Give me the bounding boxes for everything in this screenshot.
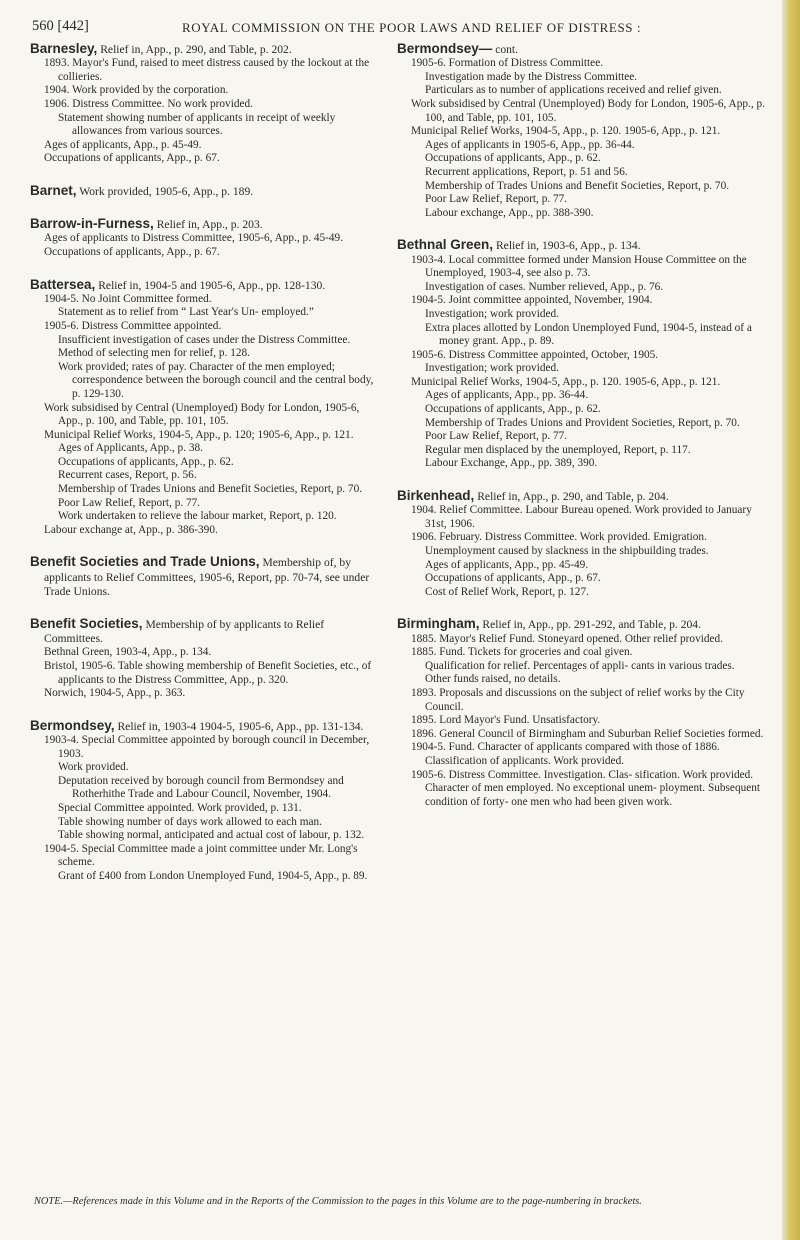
entry-heading	[397, 42, 767, 57]
index-entry	[397, 238, 767, 471]
entry-line: Ages of applicants to Distress Committee, 1905-6, App., p. 45-49.	[44, 232, 344, 245]
entry-line: 1904-5. No Joint Committee formed.	[44, 292, 212, 305]
entry-line: Bristol, 1905-6. Table showing membership of Benefit Societies, etc., of applicants to the Distress Committee, App., p. 320.	[44, 660, 372, 686]
entry-line: Ages of applicants, App., pp. 36-44.	[425, 389, 589, 402]
entry-head-text: Relief in, 1903-4 1904-5, 1905-6, App., pp. 131-134.	[117, 719, 364, 733]
entry-headword: Bermondsey—	[397, 41, 493, 56]
entry-line: Table showing normal, anticipated and actual cost of labour, p. 132.	[58, 829, 365, 842]
entry-line: Norwich, 1904-5, App., p. 363.	[44, 687, 186, 700]
index-entry	[30, 617, 375, 701]
entry-line: Occupations of applicants, App., p. 67.	[425, 572, 601, 585]
entry-line: Work subsidised by Central (Unemployed) Body for London, 1905-6, App., p. 100, and Table, pp. 101, 105.	[44, 401, 360, 428]
entry-line: Occupations of applicants, App., p. 62.	[58, 455, 234, 468]
entry-line: 1906. Distress Committee. No work provided.	[44, 97, 253, 110]
entry-line: Recurrent applications, Report, p. 51 and 56.	[425, 165, 628, 178]
entry-line: Occupations of applicants, App., p. 67.	[44, 152, 220, 165]
entry-line: Poor Law Relief, Report, p. 77.	[425, 430, 568, 443]
entry-line: 1905-6. Distress Committee. Investigation. Clas- sification. Work provided. Character of men employed. No exceptional unem- ployment. Subsequent condition of forty- one men who had been given work.	[411, 768, 761, 808]
entry-heading	[30, 555, 375, 599]
entry-line: Investigation of cases. Number relieved, App., p. 76.	[425, 280, 664, 293]
entry-line: Particulars as to number of applications received and relief given.	[425, 84, 722, 97]
entry-headword: Bethnal Green,	[397, 237, 494, 253]
entry-line: Occupations of applicants, App., p. 62.	[425, 152, 601, 165]
entry-line: Work undertaken to relieve the labour market, Report, p. 120.	[58, 510, 337, 523]
index-entry	[30, 217, 375, 259]
page-number: 560 [442]	[32, 18, 89, 34]
entry-line: Investigation made by the Distress Committee.	[425, 70, 638, 83]
entry-line: Statement as to relief from “ Last Year's Un- employed.”	[58, 306, 314, 319]
entry-headword: Birmingham,	[397, 616, 480, 632]
entry-line: Membership of Trades Unions and Provident Societies, Report, p. 70.	[425, 416, 740, 429]
index-entry	[30, 719, 375, 884]
entry-line: 1905-6. Distress Committee appointed, October, 1905.	[411, 348, 659, 361]
entry-line: 1895. Lord Mayor's Fund. Unsatisfactory.	[411, 714, 601, 727]
entry-line: Ages of Applicants, App., p. 38.	[58, 442, 203, 455]
entry-line: 1893. Proposals and discussions on the subject of relief works by the City Council.	[411, 686, 745, 713]
index-entry	[397, 489, 767, 599]
entry-line: Membership of Trades Unions and Benefit Societies, Report, p. 70.	[58, 483, 363, 496]
entry-heading	[30, 278, 375, 293]
entry-head-text: Relief in, App., pp. 291-292, and Table, p. 204.	[482, 618, 702, 632]
entry-line: Ages of applicants, App., pp. 45-49.	[425, 558, 589, 571]
entry-line: 1885. Fund. Tickets for groceries and coal given.	[411, 646, 633, 659]
entry-line: Work provided; rates of pay. Character of the men employed; correspondence between the borough council and the central body, p. 129-130.	[58, 360, 374, 400]
index-entry	[30, 184, 375, 199]
entry-headword: Barnesley,	[30, 41, 98, 56]
entry-headword: Battersea,	[30, 276, 96, 292]
entry-line: Qualification for relief. Percentages of appli- cants in various trades.	[425, 659, 735, 672]
entry-line: Work provided.	[58, 761, 129, 774]
entry-heading	[397, 489, 767, 504]
entry-line: Membership of Trades Unions and Benefit Societies, Report, p. 70.	[425, 179, 730, 192]
index-entry	[397, 42, 767, 220]
entry-head-text: Relief in, App., p. 290, and Table, p. 202.	[100, 43, 292, 56]
entry-line: Municipal Relief Works, 1904-5, App., p. 120. 1905-6, App., p. 121.	[411, 125, 721, 138]
entry-line: Investigation; work provided.	[425, 362, 559, 375]
entry-line: Deputation received by borough council from Bermondsey and Rotherhithe Trade and Labour Council, November, 1904.	[58, 774, 344, 801]
entry-line: Method of selecting men for relief, p. 128.	[58, 347, 250, 360]
entry-line: Poor Law Relief, Report, p. 77.	[425, 193, 568, 206]
entry-line: Grant of £400 from London Unemployed Fund, 1904-5, App., p. 89.	[58, 869, 368, 882]
entry-heading	[30, 42, 375, 57]
entry-line: 1893. Mayor's Fund, raised to meet distress caused by the lockout at the collieries.	[44, 57, 370, 83]
entry-line: 1904-5. Fund. Character of applicants compared with those of 1886. Classification of applicants. Work provided.	[411, 741, 720, 767]
entry-head-text: Work provided, 1905-6, App., p. 189.	[79, 184, 254, 198]
entry-head-text: Relief in, App., p. 203.	[156, 218, 263, 232]
page-edge	[782, 0, 800, 1240]
entry-heading	[397, 238, 767, 253]
entry-headword: Benefit Societies and Trade Unions,	[30, 554, 260, 570]
entry-headword: Benefit Societies,	[30, 616, 143, 632]
entry-line: 1903-4. Special Committee appointed by borough council in December, 1903.	[44, 734, 370, 760]
entry-line: Poor Law Relief, Report, p. 77.	[58, 496, 201, 509]
entry-line: Recurrent cases, Report, p. 56.	[58, 469, 197, 482]
entry-line: Statement showing number of applicants in receipt of weekly allowances from various sources.	[58, 111, 336, 138]
left-column	[30, 42, 375, 902]
entry-line: Extra places allotted by London Unemployed Fund, 1904-5, instead of a money grant. App., p. 89.	[425, 321, 752, 348]
entry-headword: Barnet,	[30, 182, 77, 198]
index-entry	[30, 278, 375, 538]
entry-line: Labour exchange at, App., p. 386-390.	[44, 523, 218, 536]
entry-line: Labour exchange, App., pp. 388-390.	[425, 206, 594, 219]
entry-headword: Birkenhead,	[397, 488, 475, 504]
entry-line: Occupations of applicants, App., p. 62.	[425, 403, 601, 416]
index-entry	[397, 617, 767, 809]
entry-line: Bethnal Green, 1903-4, App., p. 134.	[44, 646, 212, 659]
entry-line: 1905-6. Formation of Distress Committee.	[411, 57, 604, 70]
entry-line: Work subsidised by Central (Unemployed) Body for London, 1905-6, App., p. 100, and Table, pp. 101, 105.	[411, 97, 765, 124]
entry-head-text: Relief in, 1903-6, App., p. 134.	[495, 239, 641, 253]
running-header	[32, 12, 772, 42]
entry-line: Insufficient investigation of cases under the Distress Committee.	[58, 333, 351, 346]
entry-line: 1906. February. Distress Committee. Work provided. Emigration. Unemployment caused by slackness in the shipbuilding trades.	[411, 531, 709, 558]
entry-line: 1896. General Council of Birmingham and Suburban Relief Societies formed.	[411, 727, 764, 740]
right-column	[397, 42, 767, 827]
entry-heading	[30, 184, 375, 199]
entry-head-text: cont.	[495, 43, 519, 56]
entry-line: Cost of Relief Work, Report, p. 127.	[425, 585, 589, 598]
entry-line: 1885. Mayor's Relief Fund. Stoneyard opened. Other relief provided.	[411, 632, 723, 645]
entry-line: 1904-5. Joint committee appointed, November, 1904.	[411, 294, 653, 307]
entry-head-text: Relief in, 1904-5 and 1905-6, App., pp. 128-130.	[98, 278, 326, 292]
entry-line: Other funds raised, no details.	[425, 673, 561, 686]
index-entry	[30, 555, 375, 599]
entry-line: Table showing number of days work allowed to each man.	[58, 815, 322, 828]
entry-line: Labour Exchange, App., pp. 389, 390.	[425, 457, 598, 470]
entry-heading	[30, 617, 375, 646]
entry-line: Municipal Relief Works, 1904-5, App., p. 120. 1905-6, App., p. 121.	[411, 375, 721, 388]
entry-line: Special Committee appointed. Work provided, p. 131.	[58, 802, 302, 814]
entry-headword: Barrow-in-Furness,	[30, 216, 154, 232]
entry-head-text: Relief in, App., p. 290, and Table, p. 204.	[477, 490, 669, 504]
entry-line: Ages of applicants in 1905-6, App., pp. 36-44.	[425, 138, 635, 151]
entry-line: Investigation; work provided.	[425, 307, 559, 320]
entry-line: Occupations of applicants, App., p. 67.	[44, 245, 220, 258]
entry-head-text: Membership of, by applicants to Relief Committees, 1905-6, Report, pp. 70-74, see under Trade Unions.	[44, 556, 370, 598]
entry-line: Ages of applicants, App., p. 45-49.	[44, 138, 202, 151]
entry-heading	[30, 719, 375, 734]
entry-line: 1905-6. Distress Committee appointed.	[44, 319, 222, 332]
entry-line: 1903-4. Local committee formed under Mansion House Committee on the Unemployed, 1903-4, see also p. 73.	[411, 253, 747, 280]
entry-line: Regular men displaced by the unemployed, Report, p. 117.	[425, 443, 691, 456]
footnote: NOTE.—References made in this Volume and in the Reports of the Commission to the pages in this Volume are to the page-numbering in brackets.	[34, 1196, 642, 1207]
running-title: ROYAL COMMISSION ON THE POOR LAWS AND RELIEF OF DISTRESS :	[182, 20, 642, 35]
entry-head-text: Membership of by applicants to Relief Committees.	[44, 618, 325, 646]
entry-heading	[30, 217, 375, 232]
entry-line: 1904. Relief Committee. Labour Bureau opened. Work provided to January 31st, 1906.	[411, 504, 752, 530]
entry-line: 1904-5. Special Committee made a joint committee under Mr. Long's scheme.	[44, 842, 358, 869]
entry-headword: Bermondsey,	[30, 717, 115, 733]
entry-heading	[397, 617, 767, 632]
index-entry	[30, 42, 375, 166]
entry-line: Municipal Relief Works, 1904-5, App., p. 120; 1905-6, App., p. 121.	[44, 428, 354, 441]
entry-line: 1904. Work provided by the corporation.	[44, 84, 229, 97]
